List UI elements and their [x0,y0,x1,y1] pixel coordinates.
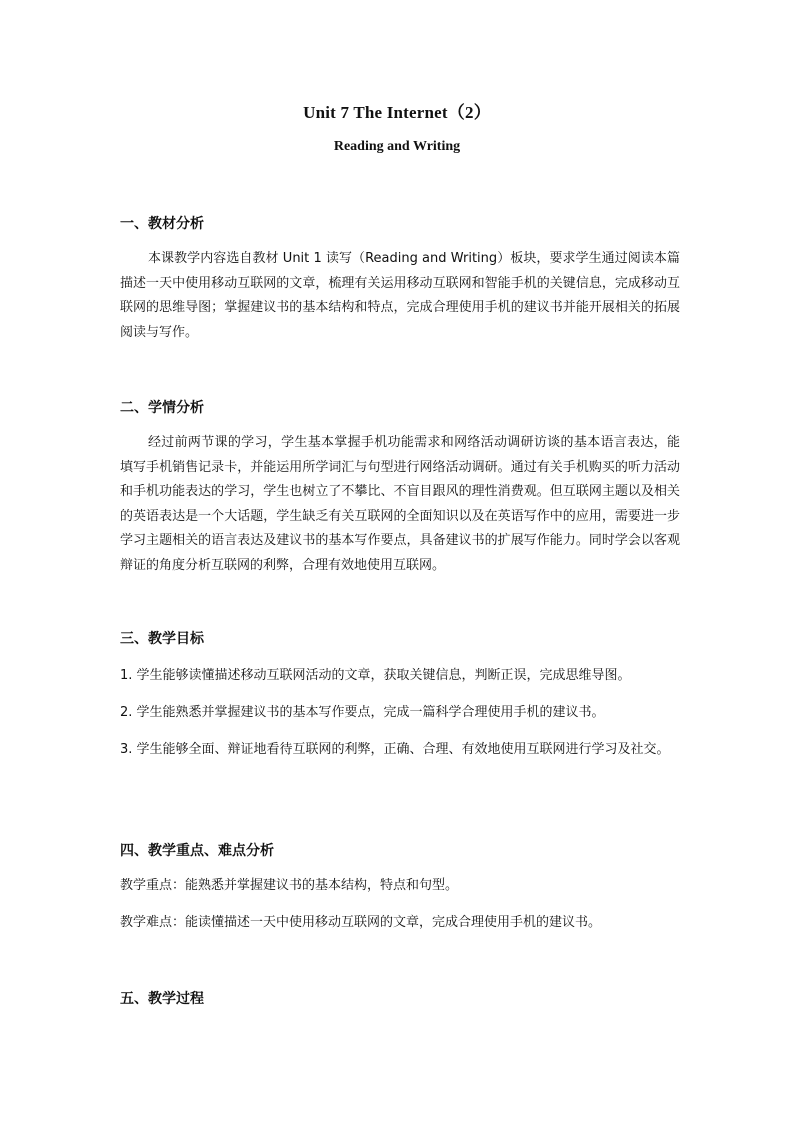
section-paragraph-textbook-analysis: 本课教学内容选自教材 Unit 1 读写（Reading and Writing）板块，要求学生通过阅读本篇描述一天中使用移动互联网的文章，梳理有关运用移动互联网和智能手机的关键信息，完成移动互联网的思维导图；掌握建议书的基本结构和特点，完成合理使用手机的建议书并能开展相关的拓展阅读与写作。 [120,251,680,340]
difficult-point-line: 教学难点：能读懂描述一天中使用移动互联网的文章，完成合理使用手机的建议书。 [120,915,602,930]
section-paragraph-student-analysis: 经过前两节课的学习，学生基本掌握手机功能需求和网络活动调研访谈的基本语言表达，能填写手机销售记录卡，并能运用所学词汇与句型进行网络活动调研。通过有关手机购买的听力活动和手机功能表达的学习，学生也树立了不攀比、不盲目跟风的理性消费观。但互联网主题以及相关的英语表达是一个大话题，学生缺乏有关互联网的全面知识以及在英语写作中的应用，需要进一步学习主题相关的语言表达及建议书的基本写作要点，具备建议书的扩展写作能力。同时学会以客观辩证的角度分析互联网的利弊，合理有效地使用互联网。 [120,435,680,573]
section-heading-student-analysis: 二、学情分析 [120,400,204,416]
document-title: Unit 7 The Internet（2） [303,103,491,122]
section-heading-teaching-process: 五、教学过程 [120,991,204,1007]
key-point-line: 教学重点：能熟悉并掌握建议书的基本结构，特点和句型。 [120,878,459,893]
objective-item: 2. 学生能熟悉并掌握建议书的基本写作要点，完成一篇科学合理使用手机的建议书。 [120,705,605,720]
section-heading-teaching-objectives: 三、教学目标 [120,631,204,647]
objective-item: 3. 学生能够全面、辩证地看待互联网的利弊，正确、合理、有效地使用互联网进行学习及社交。 [120,742,670,757]
document-subtitle: Reading and Writing [333,139,461,154]
objective-item: 1. 学生能够读懂描述移动互联网活动的文章，获取关键信息，判断正误，完成思维导图。 [120,668,631,683]
section-heading-textbook-analysis: 一、教材分析 [120,216,204,232]
section-heading-key-difficult-points: 四、教学重点、难点分析 [120,843,274,859]
